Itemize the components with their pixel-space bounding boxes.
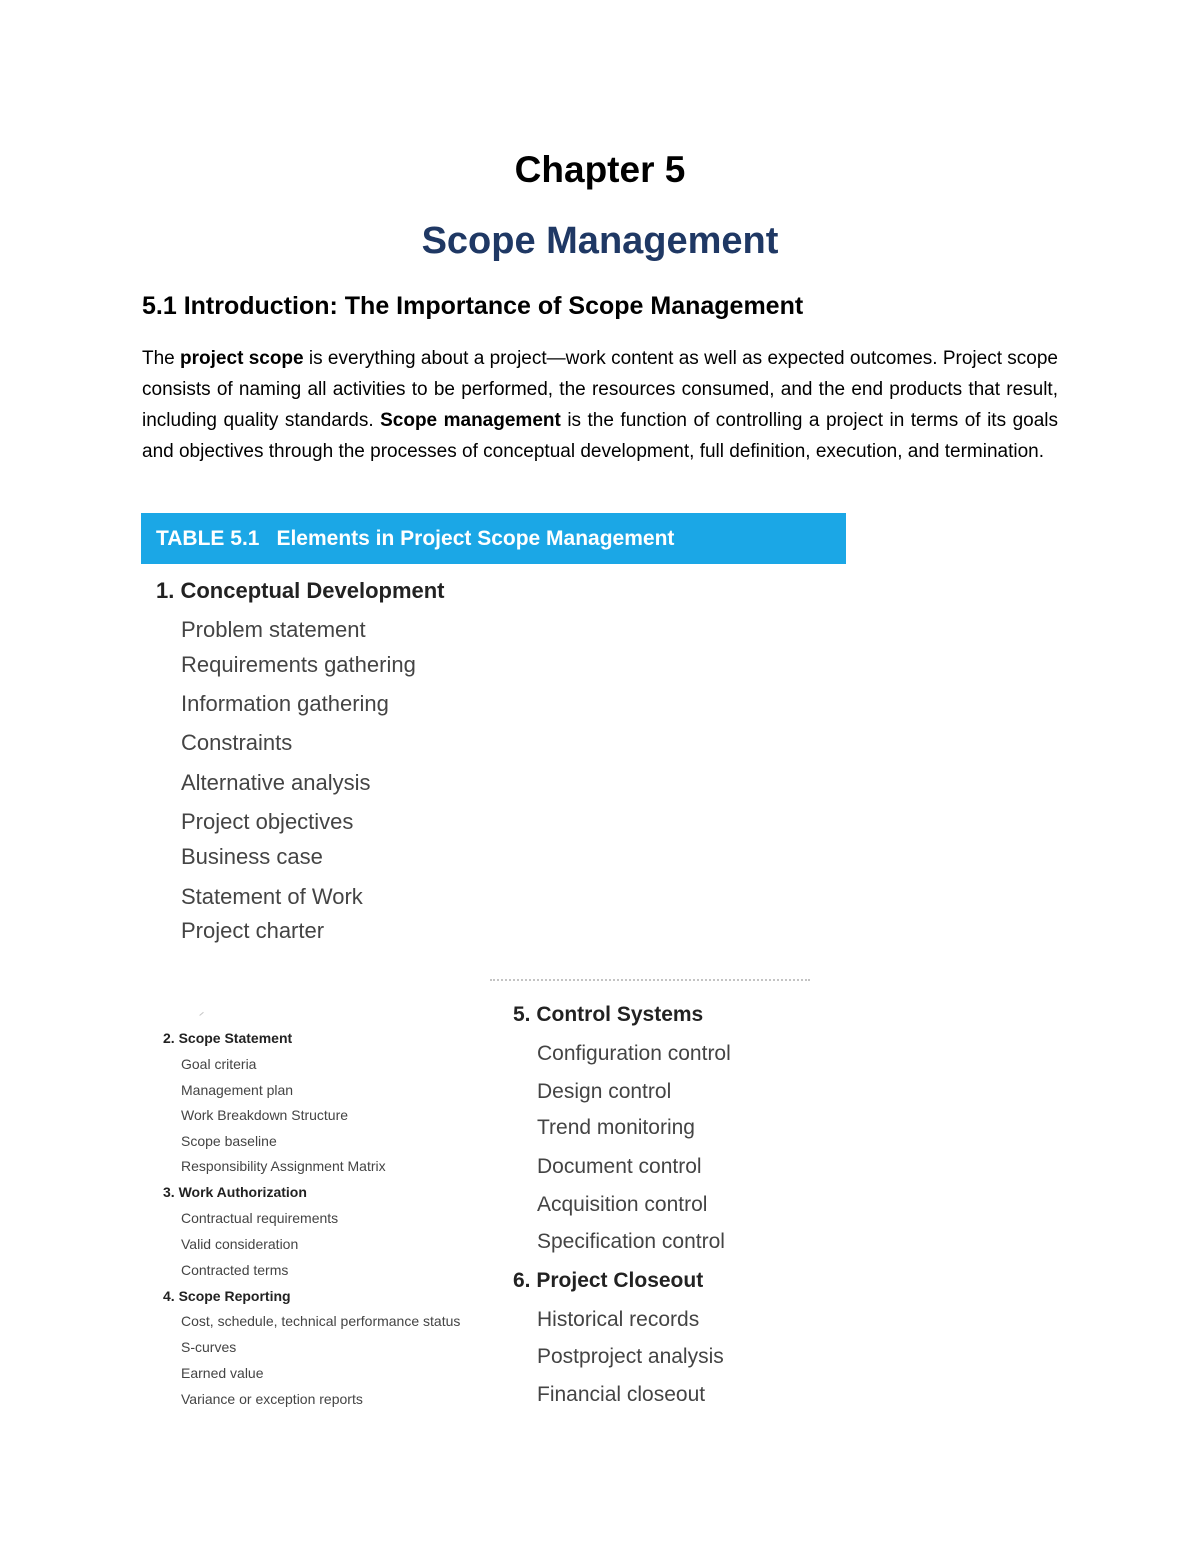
faint-artifact	[490, 979, 810, 985]
list-item: Scope baseline	[181, 1133, 277, 1149]
list-item: Financial closeout	[537, 1383, 706, 1406]
list-item: Document control	[537, 1155, 702, 1178]
faint-artifact	[199, 1012, 205, 1018]
intro-paragraph	[142, 343, 1058, 467]
list-item: Earned value	[181, 1365, 264, 1381]
list-item: Trend monitoring	[537, 1116, 695, 1139]
table-number: TABLE 5.1	[156, 527, 260, 550]
group-heading-conceptual-development: 1. Conceptual Development	[156, 578, 445, 603]
group-heading-scope-statement: 2. Scope Statement	[163, 1030, 293, 1046]
paragraph-text: is everything about a project—work content as well as expected outcomes. Project scope consists of naming all activities to be performed, the resources consumed, and the end products that result, including quality standards.	[142, 348, 1058, 431]
group-heading-work-authorization: 3. Work Authorization	[163, 1184, 307, 1200]
table-title: Elements in Project Scope Management	[276, 527, 675, 550]
list-item: Configuration control	[537, 1042, 731, 1065]
list-item: Statement of Work	[181, 884, 363, 909]
group-heading-scope-reporting: 4. Scope Reporting	[163, 1288, 291, 1304]
list-item: Valid consideration	[181, 1236, 299, 1252]
list-item: Postproject analysis	[537, 1345, 724, 1368]
list-item: Contractual requirements	[181, 1210, 339, 1226]
term-scope-management: Scope management	[380, 410, 561, 431]
term-project-scope: project scope	[180, 348, 304, 369]
list-item: Management plan	[181, 1082, 294, 1098]
list-item: Alternative analysis	[181, 770, 371, 795]
list-item: S-curves	[181, 1339, 237, 1355]
list-item: Requirements gathering	[181, 652, 416, 677]
list-item: Project charter	[181, 918, 325, 943]
paragraph-text: is the function of controlling a project in terms of its goals and objectives through the processes of conceptual development, full definition, execution, and termination.	[142, 410, 1058, 462]
group-heading-project-closeout: 6. Project Closeout	[513, 1269, 704, 1292]
list-item: Contracted terms	[181, 1262, 289, 1278]
list-item: Historical records	[537, 1308, 700, 1331]
list-item: Responsibility Assignment Matrix	[181, 1158, 386, 1174]
list-item: Design control	[537, 1080, 672, 1103]
list-item: Cost, schedule, technical performance status	[181, 1313, 461, 1329]
paragraph-text: The	[142, 348, 181, 369]
chapter-title: Chapter 5	[514, 149, 686, 190]
list-item: Constraints	[181, 730, 293, 755]
table-header	[141, 513, 846, 564]
list-item: Specification control	[537, 1230, 725, 1253]
list-item: Business case	[181, 844, 323, 869]
list-item: Information gathering	[181, 691, 389, 716]
list-item: Goal criteria	[181, 1056, 257, 1072]
list-item: Problem statement	[181, 617, 366, 642]
list-item: Project objectives	[181, 809, 354, 834]
list-item: Acquisition control	[537, 1193, 708, 1216]
group-heading-control-systems: 5. Control Systems	[513, 1003, 704, 1026]
list-item: Variance or exception reports	[181, 1391, 363, 1407]
section-heading: 5.1 Introduction: The Importance of Scope Management	[142, 292, 804, 320]
document-title: Scope Management	[421, 220, 779, 262]
list-item: Work Breakdown Structure	[181, 1107, 349, 1123]
